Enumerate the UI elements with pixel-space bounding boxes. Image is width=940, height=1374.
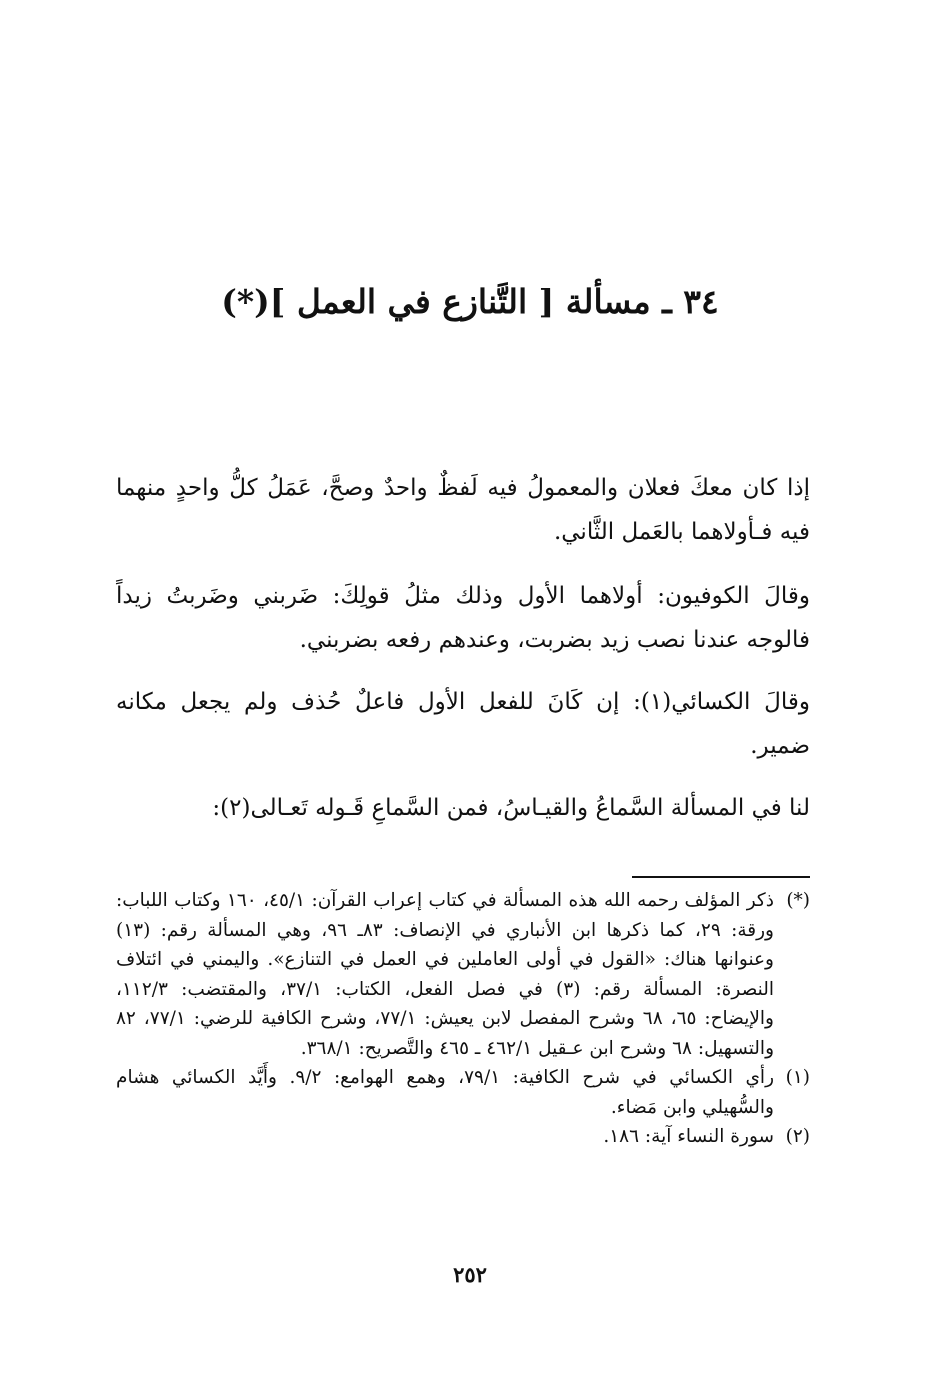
footnote-text: ذكر المؤلف رحمه الله هذه المسألة في كتاب إعراب القرآن: ٤٥/١، ١٦٠ وكتاب اللباب: ورقة: ٢٩، كما ذكرها ابن الأنباري في الإنصاف: ٨٣ـ ٩٦، وهي المسألة رقم: (١٣) وعنوانها هناك: «القول في أولى العاملين في العمل في التنازع». واليمني في ائتلاف النصرة: المسألة رقم: (٣) في فصل الفعل، الكتاب: ٣٧/١، والمقتضب: ١١٢/٣، والإيضاح: ٦٥، ٦٨ وشرح المفصل لابن يعيش: ٧٧/١، وشرح الكافية للرضي: ٧٧/١، ٨٢ والتسهيل: ٦٨ وشرح ابن عـقيل ٤٦٢/١ ـ ٤٦٥ والتَّصريح: ٣٦٨/١. (116, 890, 774, 1059)
footnote-text: رأي الكسائي في شرح الكافية: ٧٩/١، وهمع الهوامع: ٩/٢. وأَيَّد الكسائي هشام والسُّهيلي وابن مَضاء. (116, 1067, 774, 1118)
footnote-marker: (١) (785, 1067, 810, 1088)
footnote-2 (116, 1122, 810, 1152)
paragraph-1: إذا كان معكَ فعلان والمعمولُ فيه لَفظٌ واحدٌ وصحَّ، عَمَلُ كلُّ واحدٍ منهما فيه فـأولاهما بالعَمل الثَّاني. (116, 475, 810, 545)
footnote-star (116, 886, 810, 1063)
paragraph-2: وقالَ الكوفيون: أولاهما الأول وذلك مثلُ قولِكَ: ضَربني وضَربتُ زيداً فالوجه عندنا نصب زيد بضربت، وعندهم رفعه بضربني. (116, 583, 810, 653)
chapter-title: ٣٤ ـ مسألة [ التَّنازع في العمل ](*) (221, 282, 719, 321)
paragraph-3: وقالَ الكسائي(١): إن كَانَ للفعل الأول فاعلٌ حُذف ولم يجعل مكانه ضمير. (116, 689, 810, 759)
footnotes (116, 886, 810, 1152)
footnote-marker: (*) (786, 890, 810, 911)
footnote-marker: (٢) (785, 1126, 810, 1147)
footnote-text: سورة النساء آية: ١٨٦. (603, 1126, 774, 1147)
paragraph-4: لنا في المسألة السَّماعُ والقيـاسُ، فمن السَّماعِ قَـوله تَعـالى(٢): (212, 795, 810, 821)
footnote-1 (116, 1063, 810, 1122)
footnote-separator (632, 876, 810, 878)
main-text (116, 466, 810, 848)
page-number: ٢٥٢ (453, 1262, 487, 1287)
